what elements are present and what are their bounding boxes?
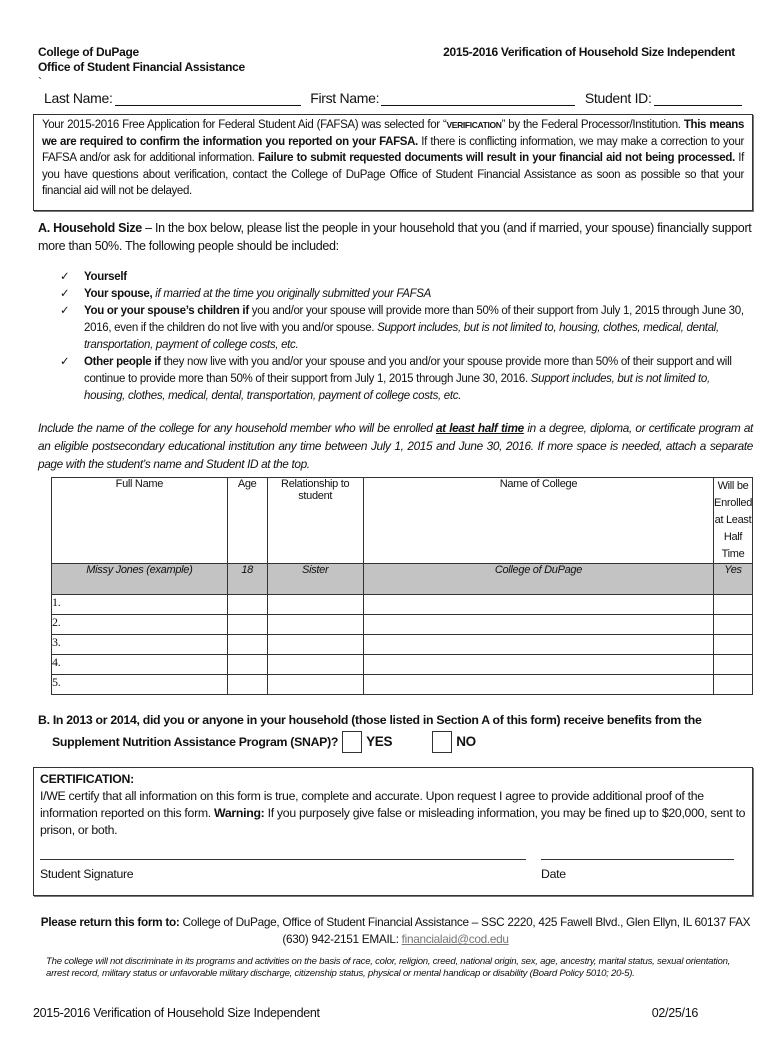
table-row (52, 654, 753, 674)
checklist-item (60, 286, 753, 303)
verification-notice (33, 114, 753, 211)
age-cell[interactable] (227, 674, 267, 694)
college-cell[interactable] (363, 674, 713, 694)
intro-text: If there is conflicting information, we may make a correction to your FAFSA and/or ask for additional information. (42, 135, 744, 164)
signature-line[interactable] (40, 859, 526, 883)
enrolled-cell[interactable] (714, 634, 753, 654)
student-id-label: Student ID: (584, 90, 652, 106)
college-cell[interactable] (363, 594, 713, 614)
relationship-cell[interactable] (267, 614, 363, 634)
item-bold: You or your spouse’s children if (84, 304, 249, 317)
student-id-field[interactable] (654, 91, 742, 106)
row-number-cell[interactable]: 5. (52, 674, 228, 694)
warning-label: Warning: (214, 806, 265, 821)
snap-question: B. In 2013 or 2014, did you or anyone in your household (those listed in Section A of this form) receive benefits from the Supplement Nutrition Assistance Program (SNAP)? (38, 712, 702, 749)
intro-text: Your 2015-2016 Free Application for Federal Student Aid (FAFSA) was selected for “ (42, 119, 447, 131)
item-italic: Support includes, but is not limited to, housing, clothes, medical, dental, transportation, payment of college costs, etc. (84, 372, 710, 402)
date-line[interactable] (541, 859, 734, 883)
item-bold: Other people if (84, 355, 161, 368)
relationship-cell[interactable] (267, 674, 363, 694)
checklist-item (60, 354, 753, 405)
check-icon: ✓ (60, 355, 70, 368)
certification-text: I/WE certify that all information on this form is true, complete and accurate. Upon request I agree to provide additional proof of the information reported on this form. (40, 789, 704, 821)
col-header: Age (227, 477, 267, 563)
item-italic: if married at the time you originally submitted your FAFSA (152, 287, 432, 300)
enrolled-cell[interactable] (714, 654, 753, 674)
relationship-cell[interactable] (267, 594, 363, 614)
checklist-item (60, 269, 753, 286)
item-bold: Your spouse, (84, 287, 153, 300)
age-cell[interactable] (227, 594, 267, 614)
enrolled-cell[interactable] (714, 674, 753, 694)
section-a-title: A. Household Size (38, 220, 142, 235)
return-instructions (38, 914, 753, 948)
table-row (52, 594, 753, 614)
row-number-cell[interactable]: 2. (52, 614, 228, 634)
office-name: Office of Student Financial Assistance (38, 60, 245, 74)
verification-term: VERIFICATION (446, 120, 502, 130)
nondiscrimination-statement: The college will not discriminate in its programs and activities on the basis of race, color, religion, creed, national origin, sex, age, ancestry, marital status, sexual orientation, arrest record, military status or unfavorable military discharge, citizenship status, physical or mental handicap or disability (Board Policy 5010; 20-5). (46, 956, 731, 980)
table-row (52, 674, 753, 694)
yes-checkbox[interactable] (342, 731, 362, 753)
note-text: in a degree, diploma, or certificate program at an eligible postsecondary educational institution any time between July 1, 2015 and June 30, 2016. If more space is needed, attach a separate page with the student’s name and Student ID at the top. (38, 420, 753, 471)
org-header (38, 45, 245, 90)
check-icon: ✓ (60, 304, 70, 317)
email-link[interactable]: financialaid@cod.edu (401, 932, 509, 947)
check-icon: ✓ (60, 287, 70, 300)
row-number-cell[interactable]: 3. (52, 634, 228, 654)
item-text: they now live with you and/or your spouse and you and/or your spouse provide more than 50% of their support and will continue to provide more than 50% of their support from July 1, 2015 through June 30, 2016. (84, 355, 732, 385)
example-cell: 18 (227, 563, 267, 594)
certification-title: CERTIFICATION: (40, 772, 134, 787)
enrolled-cell[interactable] (714, 614, 753, 634)
age-cell[interactable] (227, 614, 267, 634)
table-row (52, 614, 753, 634)
org-name: College of DuPage (38, 45, 139, 59)
col-header: Name of College (363, 477, 713, 563)
yes-label: YES (366, 733, 393, 749)
college-cell[interactable] (363, 614, 713, 634)
last-name-field[interactable] (115, 91, 301, 106)
signature-label: Student Signature (40, 867, 134, 882)
student-fields (44, 90, 753, 106)
item-bold: Yourself (84, 270, 127, 283)
header-row (38, 45, 753, 90)
certification-box (33, 767, 753, 896)
item-text: you and/or your spouse will provide more than 50% of their support from July 1, 2015 through June 30, 2016, even if the children do not live with you and/or spouse. (84, 304, 744, 334)
checklist-item (60, 303, 753, 354)
col-header: Will be Enrolled at Least Half Time (714, 477, 753, 563)
example-cell: Yes (714, 563, 753, 594)
col-header: Relationship to student (267, 477, 363, 563)
example-cell: Missy Jones (example) (52, 563, 228, 594)
no-checkbox[interactable] (432, 731, 452, 753)
first-name-field[interactable] (381, 91, 575, 106)
table-header-row (52, 477, 753, 563)
no-label: NO (456, 733, 476, 749)
section-a-text: – In the box below, please list the people in your household that you (and if married, your spouse) financially support more than 50%. The following people should be included: (38, 220, 752, 253)
household-table (51, 477, 753, 695)
date-label: Date (541, 867, 566, 882)
row-number-cell[interactable]: 1. (52, 594, 228, 614)
example-cell: Sister (267, 563, 363, 594)
form-title: 2015-2016 Verification of Household Size Independent (443, 45, 735, 59)
col-header: Full Name (52, 477, 228, 563)
household-checklist (38, 269, 753, 405)
intro-text: ” by the Federal Processor/Institution. (501, 119, 684, 131)
first-name-label: First Name: (310, 90, 380, 106)
return-label: Please return this form to: (40, 915, 180, 930)
example-row (52, 563, 753, 594)
table-row (52, 634, 753, 654)
note-emphasis: at least half time (435, 420, 524, 435)
example-cell: College of DuPage (363, 563, 713, 594)
intro-bold: This means we are required to confirm the information you reported on your FAFSA. (42, 119, 745, 148)
college-cell[interactable] (363, 634, 713, 654)
age-cell[interactable] (227, 654, 267, 674)
return-address: College of DuPage, Office of Student Financial Assistance – SSC 2220, 425 Fawell Blvd., Glen Ellyn, IL 60137 FAX (630) 942-2151 EMAIL: (179, 915, 751, 947)
college-note (38, 419, 753, 473)
check-icon: ✓ (60, 270, 70, 283)
section-b (38, 709, 753, 754)
relationship-cell[interactable] (267, 634, 363, 654)
enrolled-cell[interactable] (714, 594, 753, 614)
footer (33, 1006, 753, 1020)
stray-tick: ` (38, 75, 42, 89)
section-a-intro (38, 219, 753, 255)
relationship-cell[interactable] (267, 654, 363, 674)
intro-text: If you have questions about verification, contact the College of DuPage Office of Student Financial Assistance as soon as possible so that your financial aid will not be delayed. (42, 152, 744, 197)
note-text: Include the name of the college for any household member who will be enrolled (38, 420, 436, 435)
age-cell[interactable] (227, 634, 267, 654)
footer-title: 2015-2016 Verification of Household Size Independent (33, 1006, 320, 1021)
certification-text: If you purposely give false or misleading information, you may be fined up to $20,000, sent to prison, or both. (40, 806, 746, 838)
intro-bold: Failure to submit requested documents will result in your financial aid not being processed. (257, 152, 735, 164)
signature-row (40, 859, 746, 883)
last-name-label: Last Name: (44, 90, 113, 106)
footer-date: 02/25/16 (651, 1006, 698, 1021)
college-cell[interactable] (363, 654, 713, 674)
row-number-cell[interactable]: 4. (52, 654, 228, 674)
item-italic: Support includes, but is not limited to, housing, clothes, medical, dental, transportation, payment of college costs, etc. (84, 321, 719, 351)
